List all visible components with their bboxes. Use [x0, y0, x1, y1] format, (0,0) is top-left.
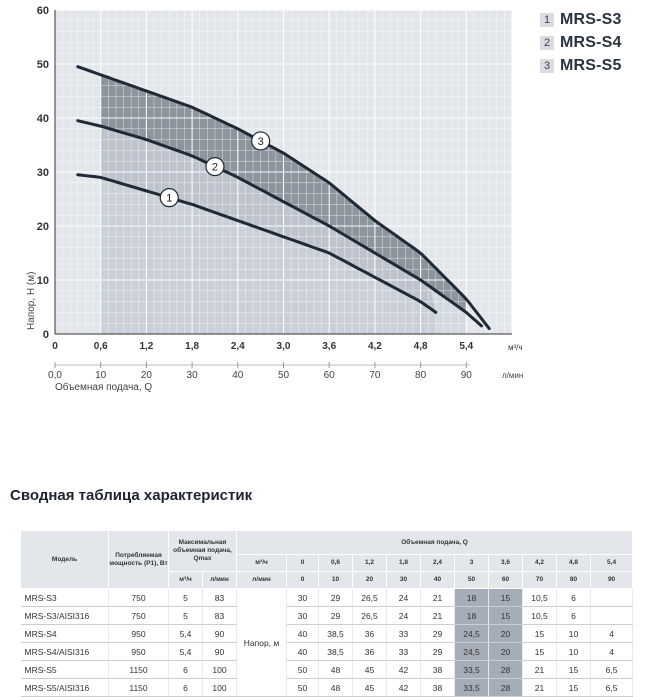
cell-model: MRS-S5/AISI316 — [21, 679, 109, 697]
header-flow-lmin: 60 — [489, 572, 523, 589]
cell-head-value: 40 — [287, 625, 319, 643]
cell-power: 750 — [109, 589, 169, 607]
header-flow-m3h: 1,8 — [387, 555, 421, 572]
cell-power: 950 — [109, 643, 169, 661]
cell-head-value: 20 — [489, 643, 523, 661]
cell-model: MRS-S5 — [21, 661, 109, 679]
legend-number: 3 — [540, 59, 554, 73]
cell-head-value: 29 — [319, 607, 353, 625]
cell-head-value: 29 — [421, 643, 455, 661]
header-flow-m3h: 5,4 — [591, 555, 633, 572]
cell-qmax-lmin: 100 — [203, 679, 237, 697]
legend-label: MRS-S3 — [560, 10, 622, 28]
cell-head-value: 15 — [489, 589, 523, 607]
cell-head-value: 38 — [421, 679, 455, 697]
x-tick-label-m3h: 0,6 — [93, 341, 108, 352]
cell-power: 950 — [109, 625, 169, 643]
series-marker-label: 2 — [211, 161, 219, 174]
legend-number: 1 — [540, 13, 554, 27]
header-flow-lmin: 40 — [421, 572, 455, 589]
cell-qmax-lmin: 83 — [203, 607, 237, 625]
y-axis-title: Напор, Н (м) — [26, 271, 37, 330]
header-flow-m3h: 4,8 — [557, 555, 591, 572]
cell-head-value: 6 — [557, 589, 591, 607]
table-row — [21, 589, 633, 607]
legend-label: MRS-S5 — [560, 56, 622, 74]
x-tick-label-lmin: 80 — [415, 370, 427, 381]
legend-item-2 — [540, 31, 622, 54]
cell-head-value: 38,5 — [319, 643, 353, 661]
cell-head-value: 15 — [489, 607, 523, 625]
x-tick-label-m3h: 3,6 — [322, 341, 337, 352]
cell-head-value: 6 — [557, 607, 591, 625]
cell-qmax-lmin: 90 — [203, 625, 237, 643]
legend-number: 2 — [540, 36, 554, 50]
cell-head-value — [591, 607, 633, 625]
cell-model: MRS-S3/AISI316 — [21, 607, 109, 625]
y-tick-label: 20 — [36, 221, 49, 233]
cell-qmax-m3h: 5,4 — [169, 643, 203, 661]
header-flow-lmin: 0 — [287, 572, 319, 589]
table-title: Сводная таблица характеристик — [10, 487, 253, 504]
x-tick-label-lmin: 90 — [460, 370, 472, 381]
cell-head-value: 10 — [557, 625, 591, 643]
header-flow-lmin: 20 — [353, 572, 387, 589]
cell-head-value: 50 — [287, 679, 319, 697]
cell-head-value: 15 — [557, 661, 591, 679]
x-tick-label-lmin: 10 — [95, 370, 107, 381]
cell-head-value: 18 — [455, 607, 489, 625]
cell-head-value: 10 — [557, 643, 591, 661]
header-unit-lmin: л/мин — [237, 572, 287, 589]
x-tick-label-m3h: 4,8 — [413, 341, 428, 352]
x-unit-m3h: м³/ч — [508, 343, 523, 352]
cell-head-value: 29 — [421, 625, 455, 643]
header-flow-lmin: 80 — [557, 572, 591, 589]
cell-head-value: 29 — [319, 589, 353, 607]
header-flow-lmin: 70 — [523, 572, 557, 589]
table-row — [21, 643, 633, 661]
legend-label: MRS-S4 — [560, 33, 622, 51]
header-unit-m3h: м³/ч — [237, 555, 287, 572]
header-power: Потребляемая мощность (P1), Вт — [109, 531, 169, 589]
x-tick-label-lmin: 60 — [323, 370, 335, 381]
cell-head-value: 10,5 — [523, 607, 557, 625]
cell-power: 750 — [109, 607, 169, 625]
cell-head-value: 21 — [421, 589, 455, 607]
cell-head-value: 28 — [489, 661, 523, 679]
header-qmax-m3h: м³/ч — [169, 572, 203, 589]
header-flow-m3h: 2,4 — [421, 555, 455, 572]
cell-power: 1150 — [109, 661, 169, 679]
cell-head-value: 26,5 — [353, 607, 387, 625]
x-tick-label-lmin: 70 — [369, 370, 381, 381]
cell-head-value: 21 — [421, 607, 455, 625]
cell-head-value: 42 — [387, 679, 421, 697]
y-tick-label: 10 — [36, 275, 49, 287]
x-tick-label-m3h: 3,0 — [276, 341, 291, 352]
table-row — [21, 607, 633, 625]
cell-head-value: 36 — [353, 625, 387, 643]
cell-head-value: 24 — [387, 589, 421, 607]
table-row — [21, 679, 633, 697]
x-tick-label-m3h: 5,4 — [459, 341, 474, 352]
x-unit-lmin: л/мин — [502, 371, 524, 380]
cell-head-value: 21 — [523, 661, 557, 679]
header-flow-m3h: 0,6 — [319, 555, 353, 572]
x-tick-label-lmin: 20 — [140, 370, 152, 381]
cell-head-value: 4 — [591, 625, 633, 643]
x-tick-label-m3h: 2,4 — [230, 341, 245, 352]
cell-model: MRS-S3 — [21, 589, 109, 607]
cell-head-value: 18 — [455, 589, 489, 607]
cell-head-value: 10,5 — [523, 589, 557, 607]
cell-head-value: 36 — [353, 643, 387, 661]
cell-head-value: 26,5 — [353, 589, 387, 607]
cell-head-value: 15 — [557, 679, 591, 697]
cell-qmax-m3h: 5 — [169, 589, 203, 607]
header-flow-m3h: 3,6 — [489, 555, 523, 572]
cell-qmax-lmin: 100 — [203, 661, 237, 679]
cell-qmax-lmin: 83 — [203, 589, 237, 607]
cell-head-value: 33,5 — [455, 679, 489, 697]
x-tick-label-lmin: 50 — [277, 370, 290, 381]
cell-head-value: 33 — [387, 625, 421, 643]
legend-item-3 — [540, 54, 622, 77]
cell-head-value: 21 — [523, 679, 557, 697]
cell-head-value: 50 — [287, 661, 319, 679]
chart-legend — [540, 8, 622, 77]
spec-table — [20, 530, 633, 697]
cell-head-label: Напор, м — [237, 589, 287, 697]
legend-item-1 — [540, 8, 622, 31]
cell-head-value: 42 — [387, 661, 421, 679]
header-flow-m3h: 1,2 — [353, 555, 387, 572]
cell-head-value: 15 — [523, 643, 557, 661]
cell-power: 1150 — [109, 679, 169, 697]
table-row — [21, 625, 633, 643]
cell-head-value: 33,5 — [455, 661, 489, 679]
cell-head-value: 40 — [287, 643, 319, 661]
x-tick-label-lmin: 40 — [232, 370, 244, 381]
series-marker-label: 1 — [166, 192, 173, 205]
cell-head-value: 4 — [591, 643, 633, 661]
cell-head-value: 24,5 — [455, 625, 489, 643]
header-flow-lmin: 30 — [387, 572, 421, 589]
x-tick-label-m3h: 1,8 — [185, 341, 200, 352]
header-flow-lmin: 10 — [319, 572, 353, 589]
cell-head-value: 28 — [489, 679, 523, 697]
cell-qmax-lmin: 90 — [203, 643, 237, 661]
cell-qmax-m3h: 5 — [169, 607, 203, 625]
header-flow-m3h: 0 — [287, 555, 319, 572]
cell-head-value: 48 — [319, 679, 353, 697]
y-tick-label: 30 — [36, 167, 49, 179]
header-qmax-lmin: л/мин — [203, 572, 237, 589]
cell-head-value: 6,5 — [591, 661, 633, 679]
cell-head-value: 24,5 — [455, 643, 489, 661]
header-flow: Объемная подача, Q — [237, 531, 633, 555]
header-flow-m3h: 4,2 — [523, 555, 557, 572]
cell-head-value: 15 — [523, 625, 557, 643]
cell-model: MRS-S4/AISI316 — [21, 643, 109, 661]
x-tick-label-m3h: 4,2 — [367, 341, 382, 352]
y-tick-label: 40 — [36, 113, 49, 125]
x-tick-label-lmin: 0,0 — [48, 370, 62, 381]
header-flow-m3h: 3 — [455, 555, 489, 572]
cell-head-value: 24 — [387, 607, 421, 625]
cell-head-value: 33 — [387, 643, 421, 661]
header-max-flow: Максимальная объемная подача, Qmax — [169, 531, 237, 572]
cell-head-value: 38 — [421, 661, 455, 679]
cell-head-value: 48 — [319, 661, 353, 679]
cell-head-value: 30 — [287, 607, 319, 625]
header-model: Модель — [21, 531, 109, 589]
header-flow-lmin: 50 — [455, 572, 489, 589]
cell-head-value: 45 — [353, 679, 387, 697]
cell-qmax-m3h: 6 — [169, 679, 203, 697]
table-row — [21, 661, 633, 679]
cell-head-value: 20 — [489, 625, 523, 643]
x-tick-label-lmin: 30 — [186, 370, 198, 381]
cell-head-value: 6,5 — [591, 679, 633, 697]
cell-head-value: 38,5 — [319, 625, 353, 643]
series-marker-label: 3 — [257, 135, 264, 148]
cell-head-value: 45 — [353, 661, 387, 679]
cell-head-value: 30 — [287, 589, 319, 607]
cell-model: MRS-S4 — [21, 625, 109, 643]
y-tick-label: 60 — [36, 5, 49, 17]
y-tick-label: 50 — [36, 59, 49, 71]
x-tick-label-m3h: 1,2 — [139, 341, 154, 352]
x-axis-title: Объемная подача, Q — [55, 382, 153, 393]
y-tick-label: 0 — [42, 329, 49, 341]
header-flow-lmin: 90 — [591, 572, 633, 589]
x-tick-label-m3h: 0 — [52, 341, 58, 352]
cell-qmax-m3h: 6 — [169, 661, 203, 679]
cell-qmax-m3h: 5,4 — [169, 625, 203, 643]
cell-head-value — [591, 589, 633, 607]
